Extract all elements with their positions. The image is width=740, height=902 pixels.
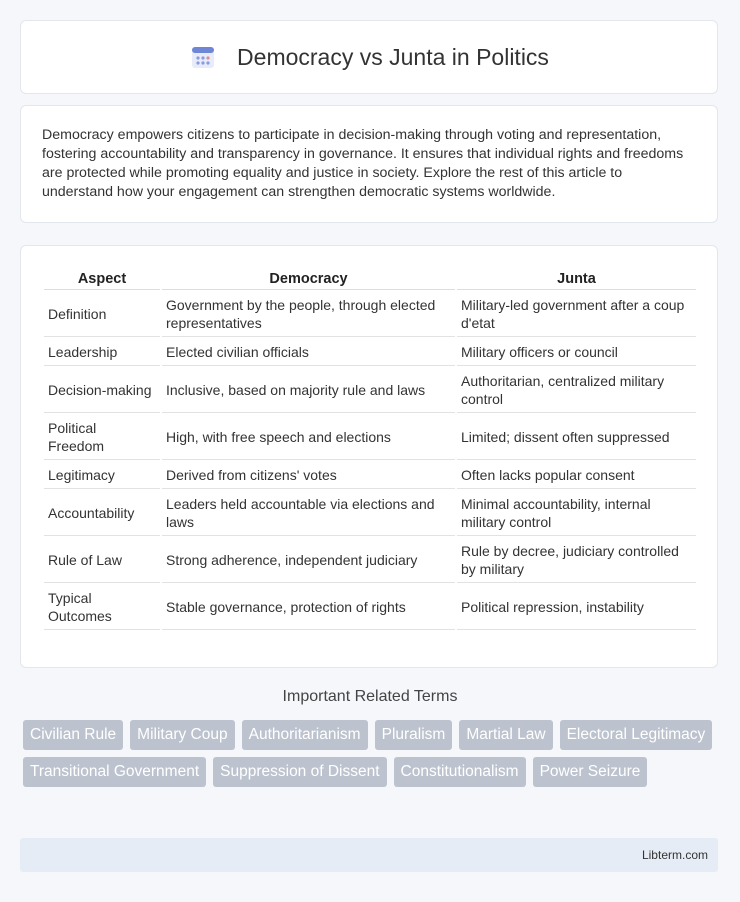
junta-cell: Rule by decree, judiciary controlled by military xyxy=(457,538,696,583)
aspect-cell: Typical Outcomes xyxy=(44,585,160,630)
table-row xyxy=(44,491,696,536)
junta-cell: Authoritarian, centralized military control xyxy=(457,368,696,413)
table-row xyxy=(44,585,696,630)
aspect-cell: Leadership xyxy=(44,339,160,366)
table-row xyxy=(44,415,696,460)
junta-cell: Limited; dissent often suppressed xyxy=(457,415,696,460)
tag-civilian-rule[interactable]: Civilian Rule xyxy=(23,720,123,750)
table-row xyxy=(44,462,696,489)
comparison-card xyxy=(20,245,718,668)
intro-text: Democracy empowers citizens to participate in decision-making through voting and representation, fostering accountability and transparency in governance. It ensures that individual rights and freedoms are protected while promoting equality and justice in society. Explore the rest of this article to understand how your engagement can strengthen democratic systems worldwide. xyxy=(42,127,684,200)
democracy-cell: High, with free speech and elections xyxy=(162,415,455,460)
aspect-cell: Definition xyxy=(44,292,160,337)
junta-cell: Political repression, instability xyxy=(457,585,696,630)
aspect-cell: Decision-making xyxy=(44,368,160,413)
related-terms-list xyxy=(23,720,723,787)
tag-constitutionalism[interactable]: Constitutionalism xyxy=(394,757,526,787)
democracy-cell: Government by the people, through elected representatives xyxy=(162,292,455,337)
junta-cell: Often lacks popular consent xyxy=(457,462,696,489)
tag-electoral-legitimacy[interactable]: Electoral Legitimacy xyxy=(560,720,713,750)
democracy-cell: Derived from citizens' votes xyxy=(162,462,455,489)
table-header-row xyxy=(44,268,696,290)
column-header-aspect: Aspect xyxy=(44,268,160,290)
junta-cell: Minimal accountability, internal military control xyxy=(457,491,696,536)
junta-cell: Military officers or council xyxy=(457,339,696,366)
comparison-table xyxy=(42,266,698,632)
intro-card xyxy=(20,105,718,223)
table-row xyxy=(44,339,696,366)
table-row xyxy=(44,538,696,583)
aspect-cell: Accountability xyxy=(44,491,160,536)
tag-power-seizure[interactable]: Power Seizure xyxy=(533,757,648,787)
tag-suppression-of-dissent[interactable]: Suppression of Dissent xyxy=(213,757,386,787)
democracy-cell: Strong adherence, independent judiciary xyxy=(162,538,455,583)
tag-transitional-government[interactable]: Transitional Government xyxy=(23,757,206,787)
header-card xyxy=(20,20,718,94)
aspect-cell: Political Freedom xyxy=(44,415,160,460)
aspect-cell: Rule of Law xyxy=(44,538,160,583)
tag-military-coup[interactable]: Military Coup xyxy=(130,720,234,750)
footer xyxy=(20,838,718,872)
junta-cell: Military-led government after a coup d'etat xyxy=(457,292,696,337)
footer-site-link[interactable]: Libterm.com xyxy=(641,848,708,862)
democracy-cell: Elected civilian officials xyxy=(162,339,455,366)
table-row xyxy=(44,292,696,337)
democracy-cell: Leaders held accountable via elections and laws xyxy=(162,491,455,536)
tag-pluralism[interactable]: Pluralism xyxy=(375,720,453,750)
column-header-democracy: Democracy xyxy=(162,268,455,290)
table-row xyxy=(44,368,696,413)
democracy-cell: Inclusive, based on majority rule and laws xyxy=(162,368,455,413)
democracy-cell: Stable governance, protection of rights xyxy=(162,585,455,630)
related-terms-title: Important Related Terms xyxy=(282,688,458,705)
calendar-icon xyxy=(189,43,217,71)
page-title: Democracy vs Junta in Politics xyxy=(237,43,549,70)
tag-authoritarianism[interactable]: Authoritarianism xyxy=(242,720,368,750)
aspect-cell: Legitimacy xyxy=(44,462,160,489)
tag-martial-law[interactable]: Martial Law xyxy=(459,720,552,750)
column-header-junta: Junta xyxy=(457,268,696,290)
